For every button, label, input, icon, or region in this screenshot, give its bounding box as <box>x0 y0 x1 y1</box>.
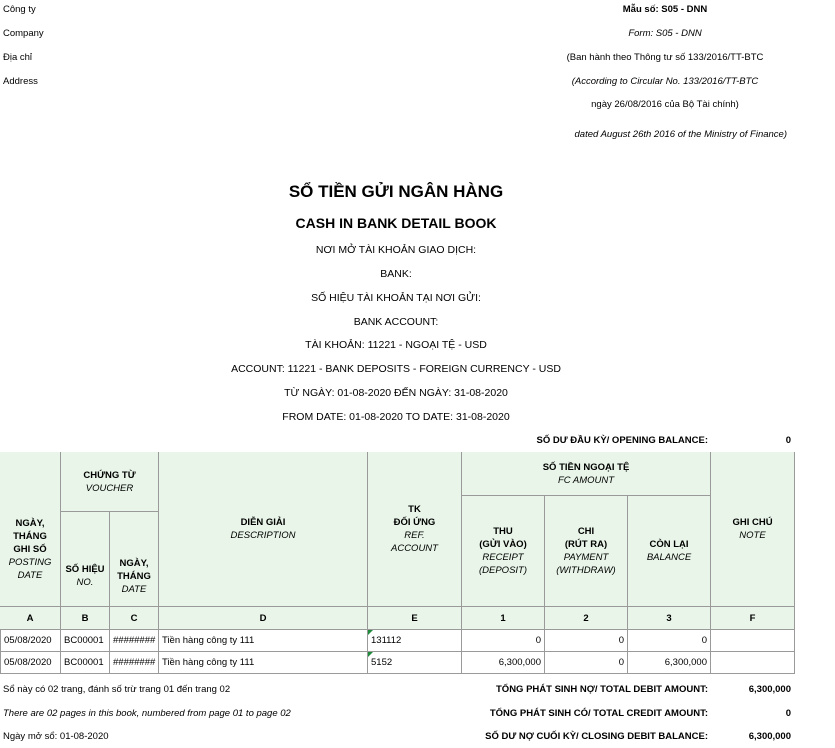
cell-payment: 0 <box>545 652 628 674</box>
header-receipt: THU (GỬI VÀO) RECEIPT (DEPOSIT) <box>462 496 545 607</box>
cell-receipt: 0 <box>462 630 545 652</box>
col-code-c: C <box>110 607 159 630</box>
page-title-en: CASH IN BANK DETAIL BOOK <box>295 215 497 231</box>
header-note: GHI CHÚ NOTE <box>711 452 795 607</box>
cell-posting-date: 05/08/2020 <box>0 652 61 674</box>
header-description: DIỄN GIẢI DESCRIPTION <box>159 452 368 607</box>
header-payment: CHI (RÚT RA) PAYMENT (WITHDRAW) <box>545 496 628 607</box>
account-number-en: BANK ACCOUNT: <box>353 316 439 328</box>
address-label-en: Address <box>3 76 38 87</box>
header-voucher-date: NGÀY, THÁNG DATE <box>110 512 159 607</box>
header-balance: CÒN LẠI BALANCE <box>628 496 711 607</box>
closing-balance-label: SỐ DƯ NỢ CUỐI KỲ/ CLOSING DEBIT BALANCE: <box>485 731 708 742</box>
account-number-vn: SỐ HIỆU TÀI KHOẢN TẠI NƠI GỬI: <box>311 292 481 304</box>
cell-balance: 0 <box>628 630 711 652</box>
issued-date-en: dated August 26th 2016 of the Ministry of Finance) <box>574 129 787 140</box>
ledger-table-header <box>0 452 795 630</box>
pages-note-vn: Sổ này có 02 trang, đánh số trừ trang 01 đến trang 02 <box>3 684 231 695</box>
cell-note <box>711 630 795 652</box>
company-label-en: Company <box>3 28 44 39</box>
cell-voucher-date: ######## <box>110 652 159 674</box>
opening-balance-label: SỐ DƯ ĐẦU KỲ/ OPENING BALANCE: <box>536 435 708 446</box>
cell-ref-account: 5152 <box>368 652 462 674</box>
cell-receipt: 6,300,000 <box>462 652 545 674</box>
cell-balance: 6,300,000 <box>628 652 711 674</box>
header-voucher-no: SỐ HIỆU NO. <box>61 512 110 607</box>
form-number-en: Form: S05 - DNN <box>628 28 702 39</box>
cell-posting-date: 05/08/2020 <box>0 630 61 652</box>
comment-marker-icon <box>368 630 373 635</box>
opening-balance-value: 0 <box>785 435 791 446</box>
col-code-d: D <box>159 607 368 630</box>
comment-marker-icon <box>368 652 373 657</box>
cell-description: Tiền hàng công ty 111 <box>159 630 368 652</box>
table-row <box>0 652 795 674</box>
col-code-b: B <box>61 607 110 630</box>
cell-voucher-no: BC00001 <box>61 652 110 674</box>
col-code-f: F <box>711 607 795 630</box>
total-debit-label: TỔNG PHÁT SINH NỢ/ TOTAL DEBIT AMOUNT: <box>496 684 708 695</box>
col-code-2: 2 <box>545 607 628 630</box>
total-debit-value: 6,300,000 <box>748 684 791 695</box>
bank-place-en: BANK: <box>380 268 412 280</box>
account-en: ACCOUNT: 11221 - BANK DEPOSITS - FOREIGN CURRENCY - USD <box>231 363 561 375</box>
address-label-vn: Địa chỉ <box>3 52 33 63</box>
issued-by-vn: (Ban hành theo Thông tư số 133/2016/TT-BTC <box>566 52 764 63</box>
header-fc-amount: SỐ TIỀN NGOẠI TỆ FC AMOUNT <box>462 452 711 496</box>
period-vn: TỪ NGÀY: 01-08-2020 ĐẾN NGÀY: 31-08-2020 <box>284 387 508 399</box>
closing-balance-value: 6,300,000 <box>748 731 791 742</box>
col-code-3: 3 <box>628 607 711 630</box>
cell-ref-account: 131112 <box>368 630 462 652</box>
issued-by-en: (According to Circular No. 133/2016/TT-BTC <box>571 76 759 87</box>
header-ref-account: TK ĐỐI ỨNG REF. ACCOUNT <box>368 452 462 607</box>
period-en: FROM DATE: 01-08-2020 TO DATE: 31-08-2020 <box>282 411 510 423</box>
header-posting-date: NGÀY, THÁNG GHI SỔ POSTING DATE <box>0 452 61 607</box>
bank-place-vn: NƠI MỞ TÀI KHOẢN GIAO DỊCH: <box>315 244 477 256</box>
table-row <box>0 630 795 652</box>
account-vn: TÀI KHOẢN: 11221 - NGOẠI TỆ - USD <box>305 339 487 351</box>
cell-description: Tiền hàng công ty 111 <box>159 652 368 674</box>
header-voucher: CHỨNG TỪ VOUCHER <box>61 452 159 512</box>
company-label-vn: Công ty <box>3 4 36 15</box>
issued-date-vn: ngày 26/08/2016 của Bộ Tài chính) <box>591 99 739 110</box>
cell-payment: 0 <box>545 630 628 652</box>
total-credit-value: 0 <box>785 708 791 719</box>
cell-note <box>711 652 795 674</box>
col-code-e: E <box>368 607 462 630</box>
total-credit-label: TỔNG PHÁT SINH CÓ/ TOTAL CREDIT AMOUNT: <box>489 708 708 719</box>
page-title-vn: SỔ TIỀN GỬI NGÂN HÀNG <box>288 182 504 201</box>
cell-voucher-no: BC00001 <box>61 630 110 652</box>
form-number-vn: Mẫu số: S05 - DNN <box>622 4 708 15</box>
open-date: Ngày mở sổ: 01-08-2020 <box>3 731 109 742</box>
cell-voucher-date: ######## <box>110 630 159 652</box>
pages-note-en: There are 02 pages in this book, numbered from page 01 to page 02 <box>3 708 291 719</box>
col-code-a: A <box>0 607 61 630</box>
col-code-1: 1 <box>462 607 545 630</box>
